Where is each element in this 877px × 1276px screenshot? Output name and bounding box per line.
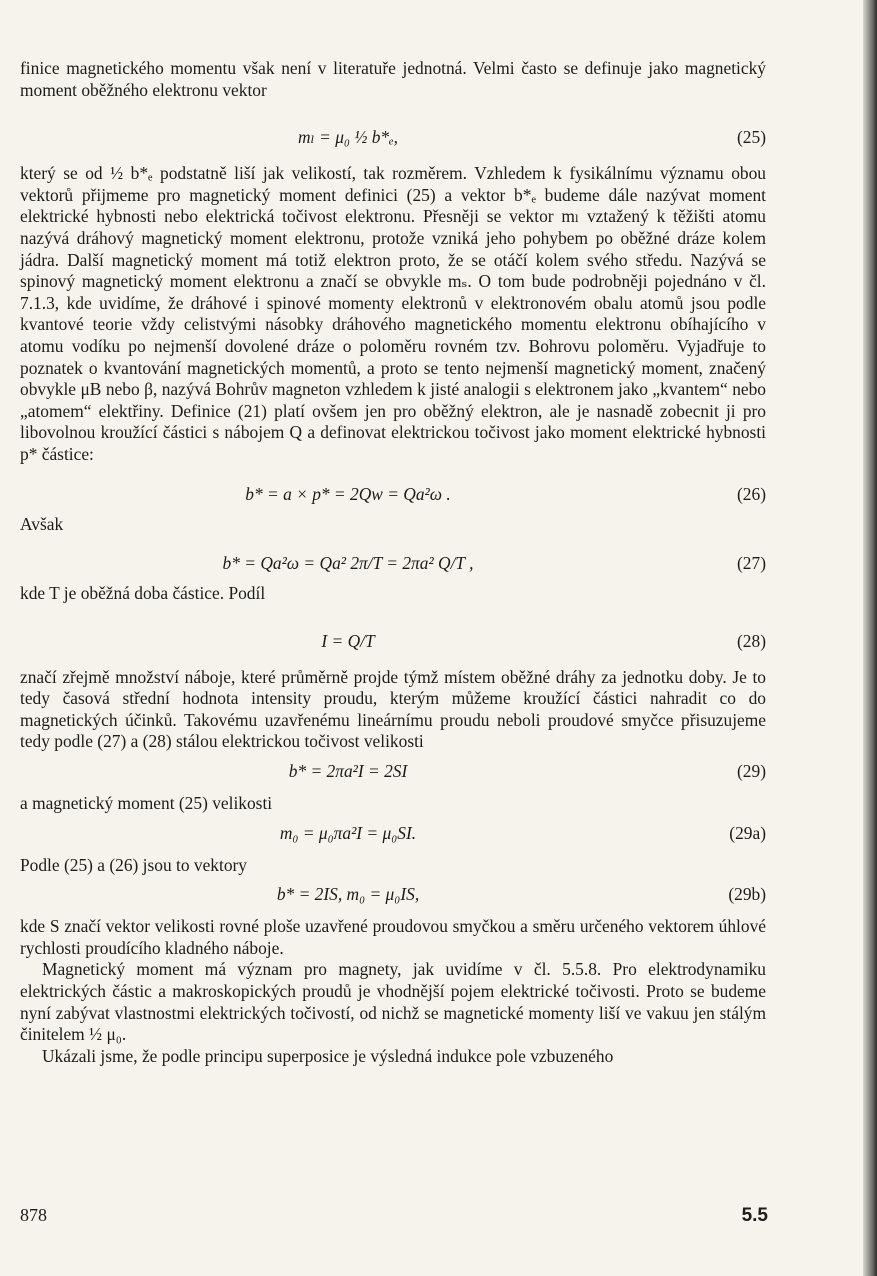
equation-29a-number: (29a) <box>729 822 766 843</box>
paragraph-2: který se od ½ b*ₑ podstatně liší jak velikostí, tak rozměrem. Vzhledem k fysikálnímu významu obou vektorů přijmeme pro magnetický moment definici (25) a vektor b*ₑ budeme dále nazývat moment elektrické hybnosti nebo elektrická točivost elektronu. Přesněji se vektor mₗ vztažený k těžišti atomu nazývá dráhový magnetický moment elektronu, protože vzniká jeho pohybem po oběžné dráze kolem jádra. Další magnetický moment má totiž elektron proto, že se otáčí kolem svého středu. Nazývá se spinový magnetický moment elektronu a značí se obvykle mₛ. O tom bude podrobněji pojednáno v čl. 7.1.3, kde uvidíme, že dráhové i spinové momenty elektronů v elektronovém obalu atomů jsou podle kvantové teorie vždy celistvými násobky dráhového magnetického momentu elektronu obíhajícího v atomu vodíku po nejmenší dovolené dráze o poloměru rovném tzv. Bohrovu poloměru. Vyjadřuje to poznatek o kvantování magnetických momentů, a proto se tento nejmenší magnetický moment, značený obvykle μB nebo β, nazývá Bohrův magneton vzhledem k jisté analogii s elektronem jako „kvantem“ nebo „atomem“ elektřiny. Definice (21) platí ovšem jen pro oběžný elektron, ale je nasnadě zobecnit ji pro libovolnou kroužící částici s nábojem Q a definovat elektrickou točivost jako moment elektrické hybnosti p* částice: <box>20 163 766 464</box>
equation-26 <box>20 470 766 514</box>
equation-28-expression: I = Q/T <box>321 630 375 651</box>
equation-29b-number: (29b) <box>728 884 766 905</box>
page-number: 878 <box>20 1205 47 1225</box>
paragraph-9: Magnetický moment má význam pro magnety, jak uvidíme v čl. 5.5.8. Pro elektrodynamiku elektrických částic a makroskopických proudů je vhodnější pojem elektrické točivosti. Proto se budeme nyní zabývat vlastnostmi elektrických točivostí, od nichž se magnetické momenty liší ve vakuu jen stálým činitelem ½ μ₀. <box>20 959 766 1045</box>
equation-26-number: (26) <box>737 483 766 504</box>
paragraph-3: Avšak <box>20 513 64 534</box>
paragraph-10: Ukázali jsme, že podle principu superposice je výsledná indukce pole vzbuzeného <box>42 1045 614 1066</box>
page-body <box>20 58 766 1067</box>
equation-29b-expression: b* = 2IS, m₀ = μ₀IS, <box>276 884 420 905</box>
paragraph-6: a magnetický moment (25) velikosti <box>20 793 273 814</box>
equation-25-expression: mₗ = μ₀ ½ b*ₑ, <box>297 127 399 148</box>
equation-26-expression: b* = a × p* = 2Qw = Qa²ω . <box>245 483 451 504</box>
page-edge <box>863 0 877 1276</box>
equation-29a-expression: m₀ = μ₀πa²I = μ₀SI. <box>279 822 417 843</box>
paragraph-8: kde S značí vektor velikosti rovné ploše uzavřené proudovou smyčkou a směru určeného vektorem úhlové rychlosti proudícího kladného náboje. <box>20 916 766 958</box>
paragraph-7: Podle (25) a (26) jsou to vektory <box>20 854 248 875</box>
paragraph-4: kde T je oběžná doba částice. Podíl <box>20 583 266 604</box>
equation-27-number: (27) <box>737 553 766 574</box>
equation-29-number: (29) <box>737 761 766 782</box>
section-number: 5.5 <box>741 1205 768 1226</box>
equation-29b <box>20 880 766 910</box>
equation-28 <box>20 609 766 667</box>
equation-28-number: (28) <box>737 630 766 651</box>
equation-27 <box>20 539 766 583</box>
equation-25-number: (25) <box>737 127 766 148</box>
equation-25 <box>20 105 766 163</box>
equation-29 <box>20 757 766 787</box>
equation-29-expression: b* = 2πa²I = 2SI <box>288 761 408 782</box>
paragraph-5: značí zřejmě množství náboje, které průměrně projde týmž místem oběžné dráhy za jednotku doby. Je to tedy časová střední hodnota intensity proudu, kterým můžeme kroužící částici nahradit co do magnetických účinků. Takovému uzavřenému lineárnímu proudu neboli proudové smyčce přisuzujeme tedy podle (27) a (28) stálou elektrickou točivost velikosti <box>20 666 766 752</box>
equation-29a <box>20 819 766 849</box>
paragraph-1: finice magnetického momentu však není v literatuře jednotná. Velmi často se definuje jako magnetický moment oběžného elektronu vektor <box>20 58 766 100</box>
equation-27-expression: b* = Qa²ω = Qa² 2π/T = 2πa² Q/T , <box>222 553 474 574</box>
